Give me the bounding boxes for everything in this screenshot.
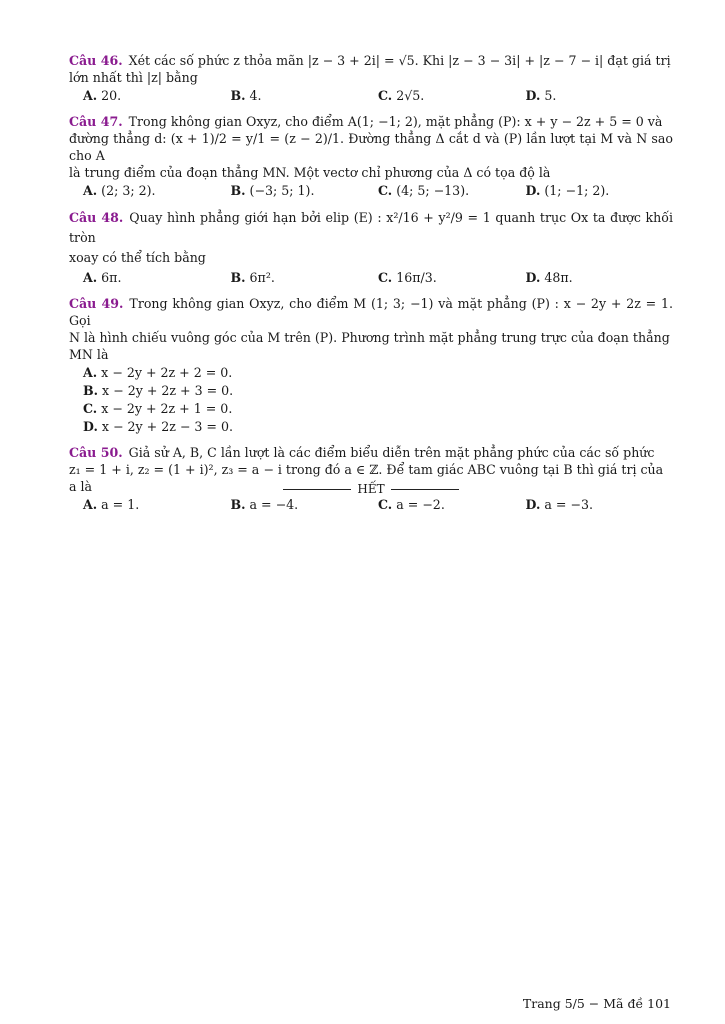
question-text: a là bbox=[69, 479, 93, 494]
choice-a: A. (2; 3; 2). bbox=[83, 183, 156, 198]
question-text: Trong không gian Oxyz, cho điểm M (1; 3; −1) và mặt phẳng (P) : x − 2y + 2z = 1. Gọi bbox=[69, 296, 673, 328]
question-46 bbox=[69, 52, 673, 105]
choice-d: D. a = −3. bbox=[525, 497, 593, 512]
choice-a: A. 6π. bbox=[83, 270, 122, 285]
question-label: Câu 46. bbox=[69, 53, 123, 68]
choice-b: B. 6π². bbox=[230, 270, 275, 285]
choice-d: D. 5. bbox=[525, 88, 557, 103]
question-text: lớn nhất thì |z| bằng bbox=[69, 70, 198, 85]
answer-choices bbox=[83, 269, 673, 287]
choice-d: D. 48π. bbox=[525, 270, 573, 285]
answer-choices bbox=[83, 182, 673, 200]
choice-a: A. 20. bbox=[83, 88, 122, 103]
question-text: Giả sử A, B, C lần lượt là các điểm biểu diễn trên mặt phẳng phức của các số phức bbox=[128, 445, 655, 460]
question-text: là trung điểm của đoạn thẳng MN. Một vectơ chỉ phương của Δ có tọa độ là bbox=[69, 165, 551, 180]
question-text: Quay hình phẳng giới hạn bởi elip (E) : x²/16 + y²/9 = 1 quanh trục Ox ta được khối tròn bbox=[69, 210, 673, 245]
question-49 bbox=[69, 295, 673, 436]
end-text: HẾT bbox=[357, 482, 385, 496]
divider-right bbox=[391, 489, 459, 490]
question-text: đường thẳng d: (x + 1)/2 = y/1 = (z − 2)/1. Đường thẳng Δ cắt d và (P) lần lượt tại M và N sao cho A bbox=[69, 131, 673, 163]
question-47 bbox=[69, 113, 673, 200]
question-label: Câu 50. bbox=[69, 445, 123, 460]
answer-choices bbox=[83, 87, 673, 105]
page-footer: Trang 5/5 − Mã đề 101 bbox=[522, 996, 671, 1011]
question-text: Xét các số phức z thỏa mãn |z − 3 + 2i| = √5. Khi |z − 3 − 3i| + |z − 7 − i| đạt giá trị bbox=[128, 53, 671, 68]
question-text: z₁ = 1 + i, z₂ = (1 + i)², z₃ = a − i trong đó a ∈ ℤ. Để tam giác ABC vuông tại B thì giá trị của bbox=[69, 462, 664, 477]
choice-c: C. (4; 5; −13). bbox=[378, 183, 470, 198]
answer-choices bbox=[83, 364, 673, 436]
choice-d: D. x − 2y + 2z − 3 = 0. bbox=[83, 419, 233, 434]
question-label: Câu 49. bbox=[69, 296, 124, 311]
choice-b: B. a = −4. bbox=[230, 497, 299, 512]
divider-left bbox=[283, 489, 351, 490]
question-text: xoay có thể tích bằng bbox=[69, 250, 206, 265]
choice-c: C. x − 2y + 2z + 1 = 0. bbox=[83, 401, 233, 416]
question-48 bbox=[69, 208, 673, 287]
question-label: Câu 47. bbox=[69, 114, 123, 129]
end-marker bbox=[69, 482, 673, 496]
choice-b: B. 4. bbox=[230, 88, 262, 103]
choice-c: C. 2√5. bbox=[378, 88, 425, 103]
choice-d: D. (1; −1; 2). bbox=[525, 183, 610, 198]
choice-b: B. (−3; 5; 1). bbox=[230, 183, 315, 198]
choice-b: B. x − 2y + 2z + 3 = 0. bbox=[83, 383, 234, 398]
question-text: Trong không gian Oxyz, cho điểm A(1; −1; 2), mặt phẳng (P): x + y − 2z + 5 = 0 và bbox=[128, 114, 663, 129]
question-50 bbox=[69, 444, 673, 514]
answer-choices bbox=[83, 496, 673, 514]
choice-a: A. a = 1. bbox=[83, 497, 140, 512]
choice-a: A. x − 2y + 2z + 2 = 0. bbox=[83, 365, 233, 380]
question-text: N là hình chiếu vuông góc của M trên (P). Phương trình mặt phẳng trung trực của đoạn thẳng bbox=[69, 330, 670, 345]
question-list bbox=[69, 52, 673, 522]
question-text: MN là bbox=[69, 347, 109, 362]
choice-c: C. 16π/3. bbox=[378, 270, 437, 285]
choice-c: C. a = −2. bbox=[378, 497, 445, 512]
question-label: Câu 48. bbox=[69, 210, 124, 225]
